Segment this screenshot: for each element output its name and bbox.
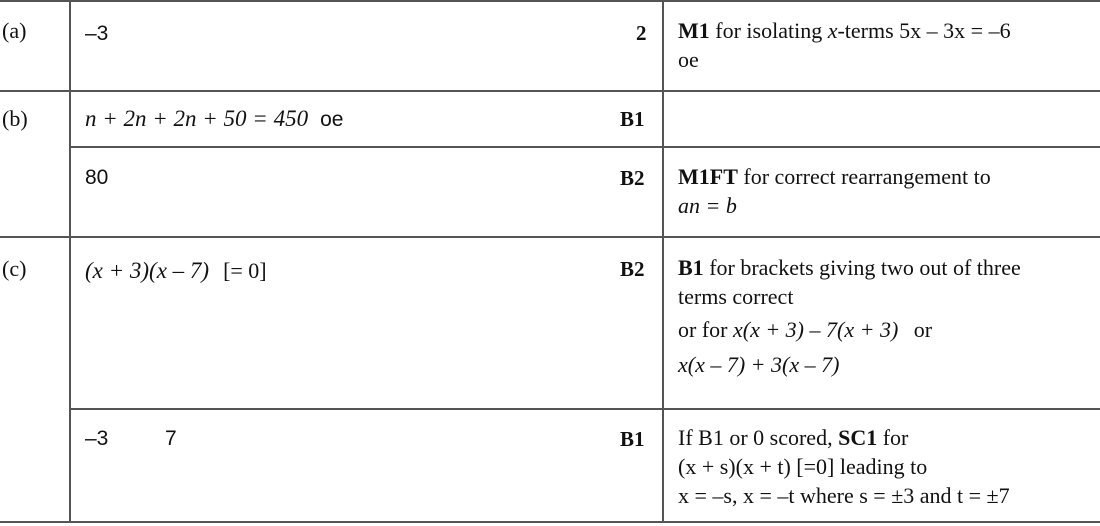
mark-b1: B1	[620, 107, 645, 131]
answer-c2-root-1: –3	[85, 427, 109, 450]
answer-c2-root-2: 7	[165, 427, 177, 450]
guidance-c2-line3: x = –s, x = –t where s = ±3 and t = ±7	[678, 483, 1010, 508]
answer-c1-eq-zero: [= 0]	[223, 258, 267, 283]
guidance-b2-line2: an = b	[678, 193, 737, 218]
guidance-c1-line4: x(x – 7) + 3(x – 7)	[678, 352, 840, 377]
guidance-c1	[678, 253, 1021, 379]
part-label-a: (a)	[2, 18, 27, 43]
col-divider-mark	[662, 0, 664, 523]
answer-b2: 80	[85, 166, 109, 189]
answer-b1	[85, 106, 343, 132]
guidance-c1-line3: or for x(x + 3) – 7(x + 3) or	[678, 317, 933, 342]
guidance-c1-line1: B1 for brackets giving two out of three	[678, 255, 1021, 280]
mark-c1: B2	[620, 257, 645, 281]
table-bottom-border	[0, 521, 1100, 523]
guidance-a	[678, 16, 1011, 74]
part-label-c: (c)	[2, 256, 27, 281]
guidance-c2-line1: If B1 or 0 scored, SC1 for	[678, 425, 909, 450]
guidance-c2-line2: (x + s)(x + t) [=0] leading to	[678, 454, 928, 479]
guidance-c2	[678, 423, 1010, 510]
col-divider-part	[69, 0, 71, 523]
table-top-border	[0, 0, 1100, 2]
row-divider-b-c	[0, 236, 1100, 238]
guidance-a-line1: M1 for isolating x-terms 5x – 3x = –6	[678, 18, 1011, 43]
answer-b1-oe: oe	[320, 108, 344, 131]
part-label-b: (b)	[2, 106, 28, 131]
guidance-b2	[678, 162, 991, 220]
mark-a: 2	[636, 21, 647, 45]
guidance-a-line2: oe	[678, 47, 699, 72]
row-divider-b1-b2	[70, 146, 1100, 148]
answer-c1	[85, 256, 267, 285]
mark-b2: B2	[620, 166, 645, 190]
row-divider-a-b	[0, 90, 1100, 92]
guidance-c1-line2: terms correct	[678, 284, 794, 309]
row-divider-c1-c2	[70, 408, 1100, 410]
mark-c2: B1	[620, 427, 645, 451]
answer-a: –3	[85, 22, 109, 45]
answer-b1-equation: n + 2n + 2n + 50 = 450	[85, 106, 309, 131]
guidance-b2-line1: M1FT for correct rearrangement to	[678, 164, 991, 189]
answer-c1-factorisation: (x + 3)(x – 7)	[85, 258, 210, 283]
